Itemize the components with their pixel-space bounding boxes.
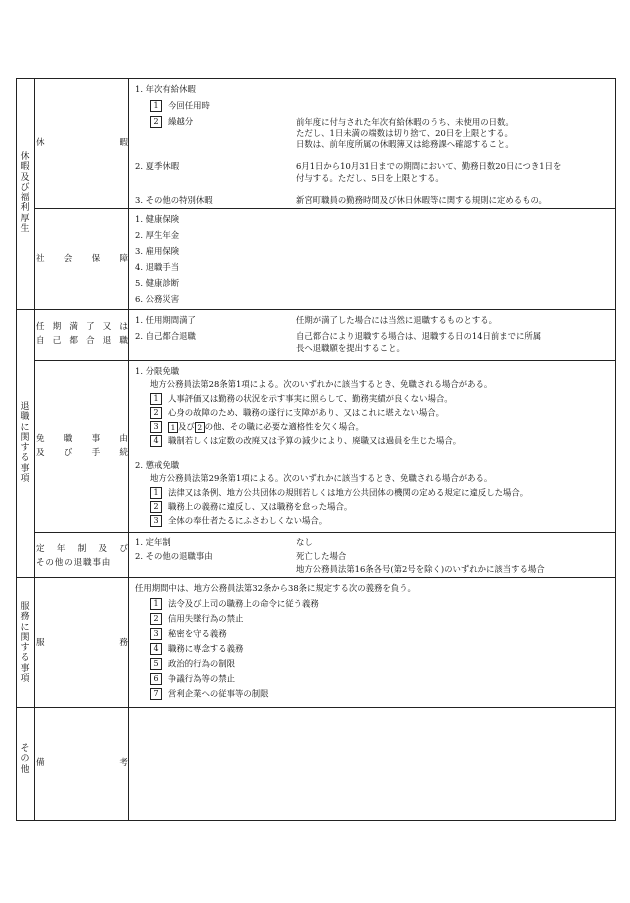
section-welfare: 休暇及び福利厚生 [20, 152, 30, 235]
social-item: 6. 公務災害 [135, 294, 180, 304]
dismiss-disciplinary-item: 1 法律又は条例、地方公共団体の規則若しくは地方公共団体の機関の定める規定に違反した場合。 [150, 487, 528, 499]
leave-summer-line2: 付与する。ただし、5日を上限とする。 [296, 173, 444, 183]
section-service: 服務に関する事項 [20, 602, 30, 685]
rule-left [16, 78, 17, 821]
leave-summer-line1: 6月1日から10月31日までの期間において、勤務日数20日につき1日を [296, 161, 562, 171]
dismiss-status-item: 4 職制若しくは定数の改廃又は予算の減少により、廃職又は過員を生じた場合。 [150, 435, 461, 447]
leave-carry-line1: 前年度に付与された年次有給休暇のうち、未使用の日数。 [296, 117, 514, 127]
section-retirement: 退職に関する事項 [20, 402, 30, 485]
label-remarks: 備 考 [36, 758, 128, 768]
social-item: 1. 健康保険 [135, 214, 180, 224]
expiry-term-end-text: 任期が満了した場合には当然に退職するものとする。 [296, 315, 497, 325]
leave-sub-current: 1 今回任用時 [150, 100, 210, 112]
leave-item-summer: 2. 夏季休暇 [135, 161, 180, 171]
leave-carry-line2: ただし、1日未満の端数は切り捨て、20日を上限とする。 [296, 128, 513, 138]
retire-other-line2: 地方公務員法第16条各号(第2号を除く)のいずれかに該当する場合 [296, 564, 545, 574]
label-duty: 服 務 [36, 638, 128, 648]
dismiss-heading-disciplinary: 2. 懲戒免職 [135, 460, 180, 470]
rule-bottom [16, 820, 616, 821]
expiry-item-voluntary: 2. 自己都合退職 [135, 331, 196, 341]
label-retirement-age: 定 年 制 及 び その他の退職事由 [36, 544, 128, 568]
rule-top [16, 78, 616, 79]
rule-welfare-end [16, 309, 616, 310]
social-item: 5. 健康診断 [135, 278, 180, 288]
leave-item-annual: 1. 年次有給休暇 [135, 84, 196, 94]
label-leave: 休 暇 [36, 138, 128, 148]
rule-welfare-split [34, 208, 616, 209]
rule-expiry-end [34, 360, 616, 361]
rule-right [615, 78, 616, 821]
dismiss-disciplinary-item: 2 職務上の義務に違反し、又は職務を怠った場合。 [150, 501, 352, 513]
label-expiry: 任 期 満 了 又 は 自 己 都 合 退 職 [36, 322, 128, 346]
section-other: その他 [20, 744, 30, 775]
social-item: 3. 雇用保険 [135, 246, 180, 256]
expiry-voluntary-line2: 長へ退職願を提出すること。 [296, 343, 405, 353]
leave-carry-line3: 日数は、前年度所属の休暇簿又は総務課へ確認すること。 [296, 139, 514, 149]
dismiss-disciplinary-item: 3 全体の奉仕者たるにふさわしくない場合。 [150, 515, 327, 527]
service-duty-item: 1 法令及び上司の職務上の命令に従う義務 [150, 598, 319, 610]
expiry-voluntary-line1: 自己都合により退職する場合は、退職する日の14日前までに所属 [296, 331, 542, 341]
service-duty-item: 5 政治的行為の制限 [150, 658, 235, 670]
dismiss-status-item: 1 人事評価又は勤務の状況を示す事実に照らして、勤務実績が良くない場合。 [150, 393, 453, 405]
retire-item-age: 1. 定年制 [135, 537, 171, 547]
service-duty-item: 4 職務に専念する義務 [150, 643, 243, 655]
social-item: 2. 厚生年金 [135, 230, 180, 240]
rule-retire-end [16, 577, 616, 578]
expiry-item-term-end: 1. 任用期間満了 [135, 315, 196, 325]
rule-section [34, 78, 35, 821]
dismiss-status-item: 2 心身の故障のため、職務の遂行に支障があり、又はこれに堪えない場合。 [150, 407, 444, 419]
leave-item-special: 3. その他の特別休暇 [135, 195, 213, 205]
social-item: 4. 退職手当 [135, 262, 180, 272]
rule-dismiss-end [34, 532, 616, 533]
rule-service-end [16, 707, 616, 708]
dismiss-status-item: 3 1 及び 2 の他、その職に必要な適格性を欠く場合。 [150, 421, 364, 433]
leave-sub-carryover: 2 繰越分 [150, 116, 193, 128]
dismiss-heading-status: 1. 分限免職 [135, 366, 180, 376]
retire-age-text: なし [296, 537, 313, 547]
label-dismissal: 免 職 事 由 及 び 手 続 [36, 434, 128, 458]
rule-label [128, 78, 129, 821]
service-duty-item: 3 秘密を守る義務 [150, 628, 227, 640]
service-intro: 任用期間中は、地方公務員法第32条から38条に規定する次の義務を負う。 [135, 583, 416, 593]
service-duty-item: 2 信用失墜行為の禁止 [150, 613, 243, 625]
retire-item-other: 2. その他の退職事由 [135, 551, 213, 561]
service-duty-item: 7 営利企業への従事等の制限 [150, 688, 269, 700]
leave-special-text: 新宮町職員の勤務時間及び休日休暇等に関する規則に定めるもの。 [296, 195, 547, 205]
dismiss-disciplinary-desc: 地方公務員法第29条第1項による。次のいずれかに該当するとき、免職される場合がある。 [150, 473, 493, 483]
dismiss-status-desc: 地方公務員法第28条第1項による。次のいずれかに該当するとき、免職される場合がある。 [150, 379, 493, 389]
service-duty-item: 6 争議行為等の禁止 [150, 673, 235, 685]
label-social: 社 会 保 障 [36, 254, 128, 264]
retire-other-line1: 死亡した場合 [296, 551, 347, 561]
